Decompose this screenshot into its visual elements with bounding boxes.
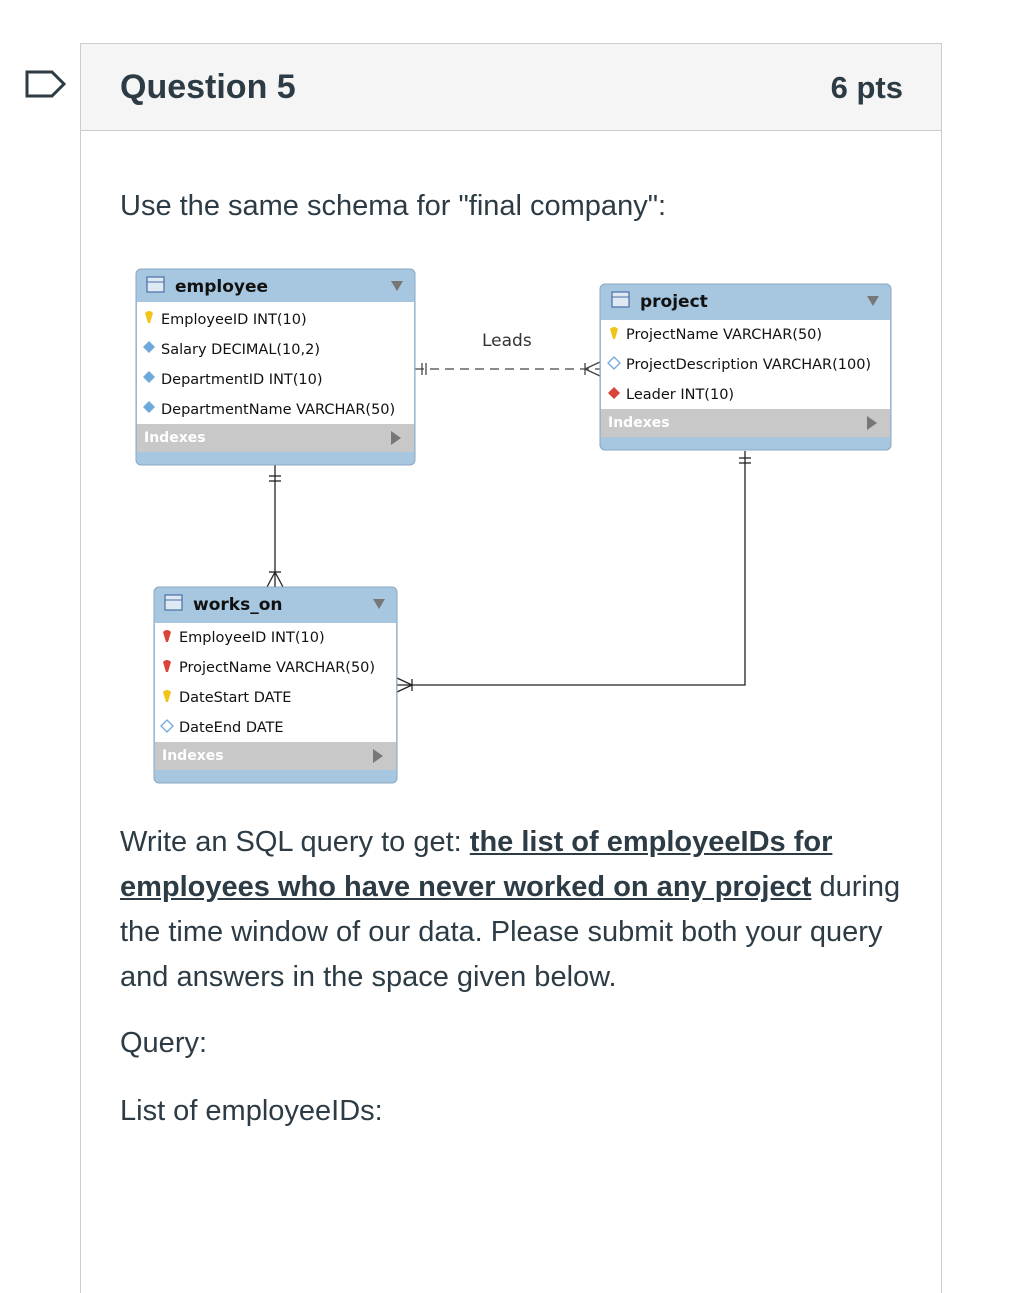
table-name: project <box>640 292 708 312</box>
question-points: 6 pts <box>830 70 903 105</box>
svg-text:EmployeeID INT(10): EmployeeID INT(10) <box>161 312 307 328</box>
svg-text:ProjectName VARCHAR(50): ProjectName VARCHAR(50) <box>626 327 823 343</box>
indexes-label: Indexes <box>144 430 206 446</box>
table-name: works_on <box>193 595 283 615</box>
employee-table <box>136 269 415 465</box>
table-icon <box>612 292 629 307</box>
er-diagram <box>81 44 943 804</box>
svg-text:DateEnd DATE: DateEnd DATE <box>179 720 284 736</box>
project-table <box>600 284 891 450</box>
svg-text:DateStart DATE: DateStart DATE <box>179 690 292 706</box>
svg-text:Salary DECIMAL(10,2): Salary DECIMAL(10,2) <box>161 342 320 358</box>
relationship-label: Leads <box>482 331 532 351</box>
question-prompt: Write an SQL query to get: the list of employeeIDs for employees who have never worked on any project during the time window of our data. Please submit both your query and answers in the space given below. <box>120 826 901 993</box>
svg-text:ProjectDescription VARCHAR(100: ProjectDescription VARCHAR(100) <box>626 357 872 373</box>
indexes-label: Indexes <box>608 415 670 431</box>
project-works-on-connector <box>397 451 745 685</box>
svg-text:ProjectName VARCHAR(50): ProjectName VARCHAR(50) <box>179 660 376 676</box>
svg-text:EmployeeID INT(10): EmployeeID INT(10) <box>179 630 325 646</box>
question-flag-icon[interactable] <box>24 68 68 100</box>
prompt-emphasis: the list of employeeIDs for employees who have never worked on any project <box>120 826 833 903</box>
query-label: Query: <box>120 1027 208 1059</box>
svg-text:Leader INT(10): Leader INT(10) <box>626 387 735 403</box>
svg-text:DepartmentID INT(10): DepartmentID INT(10) <box>161 372 323 388</box>
indexes-label: Indexes <box>162 748 224 764</box>
svg-text:DepartmentName VARCHAR(50): DepartmentName VARCHAR(50) <box>161 402 396 418</box>
table-icon <box>165 595 182 610</box>
question-card <box>80 43 942 1293</box>
list-label: List of employeeIDs: <box>120 1095 383 1127</box>
question-intro: Use the same schema for "final company": <box>120 190 667 222</box>
table-icon <box>147 277 164 292</box>
question-title: Question 5 <box>120 68 296 106</box>
works-on-table <box>154 587 397 783</box>
table-name: employee <box>175 277 269 297</box>
